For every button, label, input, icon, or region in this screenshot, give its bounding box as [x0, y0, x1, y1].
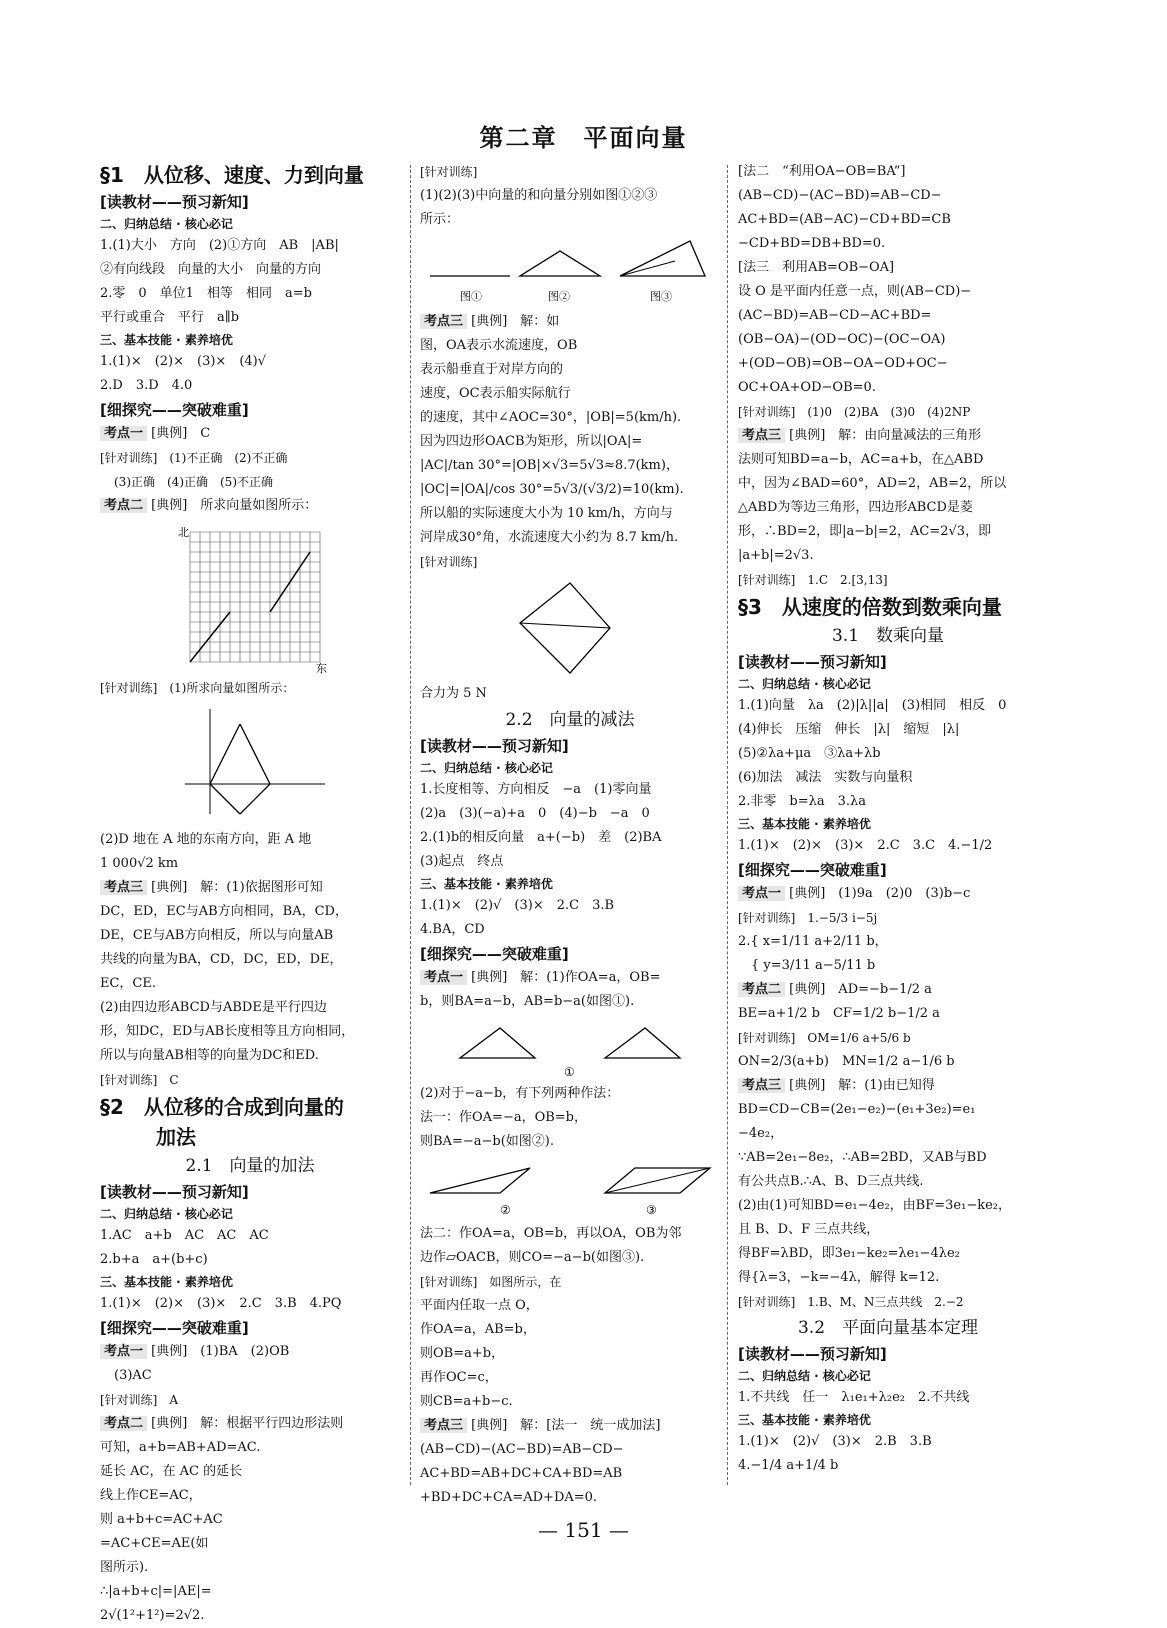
answer-line: =AC+CE=AE(如	[100, 1536, 209, 1551]
answer-line: (AC−BD)=AB−CD−AC+BD=	[738, 308, 932, 323]
topic-label: 考点二	[100, 1416, 147, 1431]
answer-line: 4.BA，CD	[420, 922, 485, 937]
answer-line: 作OA=a，AB=b，	[420, 1322, 536, 1337]
answer-line: AC+BD=AB+DC+CA+BD=AB	[420, 1466, 623, 1481]
section-header: [细探究——突破难重]	[420, 945, 569, 963]
answer-line: 2√(1²+1²)=2√2.	[100, 1608, 205, 1623]
answer-line: [法二 “利用OA−OB=BA”]	[738, 164, 906, 179]
answer-line: 得BF=λBD，即3e₁−ke₂=λe₁−4λe₂	[738, 1246, 960, 1261]
subsection-header: 三、基本技能 · 素养培优	[100, 333, 233, 347]
topic-label: 考点二	[738, 982, 785, 997]
answer-line: (4)伸长 压缩 伸长 |λ| 缩短 |λ|	[738, 722, 960, 737]
column-middle	[420, 160, 720, 1505]
answer-line	[420, 1414, 720, 1438]
answer-line: 则CB=a+b−c.	[420, 1394, 513, 1409]
answer-line: (2)对于−a−b，有下列两种作法：	[420, 1086, 620, 1101]
answer-line: 所示：	[420, 212, 460, 227]
answer-line: 边作▱OACB，则CO=−a−b(如图③).	[420, 1250, 645, 1265]
answer-line: BE=a+1/2 b CF=1/2 b−1/2 a	[738, 1006, 940, 1021]
answer-line: 河岸成30°角，水流速度大小约为 8.7 km/h.	[420, 530, 679, 545]
force-figure	[420, 578, 720, 678]
answer-line: 所以船的实际速度大小为 10 km/h，方向与	[420, 506, 673, 521]
answer-line: (3)起点 终点	[420, 854, 504, 869]
subtraction-figure-1	[420, 1018, 720, 1078]
answer-text: [典例] (1)9a (2)0 (3)b−c	[789, 886, 971, 901]
subsection-header: 二、归纳总结 · 核心必记	[420, 761, 553, 775]
answer-line: 再作OC=c，	[420, 1370, 498, 1385]
section-header: [读教材——预习新知]	[100, 1183, 249, 1201]
answer-line: [针对训练] (1)不正确 (2)不正确	[100, 451, 288, 465]
answer-line	[738, 882, 1038, 906]
answer-line: 平面内任取一点 O，	[420, 1298, 539, 1313]
answer-text: [典例] 解：(1)由已知得	[789, 1078, 935, 1093]
answer-line: −4e₂，	[738, 1126, 784, 1141]
answer-line: 图所示).	[100, 1560, 149, 1575]
answer-line: 则OB=a+b，	[420, 1346, 505, 1361]
answer-line: 形，知DC，ED与AB长度相等且方向相同，	[100, 1024, 355, 1039]
topic-label: 考点三	[738, 428, 785, 443]
answer-line: 形，∴BD=2，即|a−b|=2，AC=2√3，即	[738, 524, 992, 539]
answer-line: 有公共点B.∴A、B、D三点共线.	[738, 1174, 924, 1189]
answer-line: ∵AB=2e₁−8e₂，∴AB=2BD，又AB与BD	[738, 1150, 987, 1165]
answer-line: (3)AC	[114, 1368, 152, 1383]
vector-figure	[100, 704, 400, 824]
answer-line: (OB−OA)−(OD−OC)−(OC−OA)	[738, 332, 946, 347]
answer-line: 因为四边形OACB为矩形，所以|OA|=	[420, 434, 643, 449]
answer-line: 2.非零 b=λa 3.λa	[738, 794, 867, 809]
answer-line: 2.{ x=1/11 a+2/11 b，	[738, 934, 888, 949]
section-header: [读教材——预习新知]	[738, 653, 887, 671]
answer-line: 1.(1)× (2)√ (3)× 2.C 3.B	[420, 898, 615, 913]
topic-label: 考点三	[738, 1078, 785, 1093]
answer-line: 得{λ=3，−k=−4λ，解得 k=12.	[738, 1270, 940, 1285]
answer-line: 速度，OC表示船实际航行	[420, 386, 571, 401]
answer-line: OC+OA+OD−OB=0.	[738, 380, 876, 395]
answer-line: −CD+BD=DB+BD=0.	[738, 236, 886, 251]
answer-line: EC，CE.	[100, 976, 157, 991]
answer-line: 设 O 是平面内任意一点，则(AB−CD)−	[738, 284, 972, 299]
answer-line: { y=3/11 a−5/11 b	[738, 958, 876, 973]
answer-line: [针对训练] 如图所示，在	[420, 1275, 562, 1289]
answer-line: [针对训练] (1)所求向量如图所示：	[100, 681, 295, 695]
answer-line: 法一：作OA=−a，OB=b，	[420, 1110, 588, 1125]
answer-line: 1.(1)× (2)× (3)× 2.C 3.B 4.PQ	[100, 1296, 342, 1311]
answer-line: b，则BA=a−b，AB=b−a(如图①).	[420, 994, 635, 1009]
answer-line: |AC|/tan 30°=|OB|×√3=5√3≈8.7(km)，	[420, 458, 679, 473]
answer-line: 中，因为∠BAD=60°，AD=2，AB=2，所以	[738, 476, 1007, 491]
answer-line: (2)a (3)(−a)+a 0 (4)−b −a 0	[420, 806, 650, 821]
answer-line: 2.D 3.D 4.0	[100, 378, 193, 393]
section-header: [读教材——预习新知]	[420, 737, 569, 755]
subsection-header: 三、基本技能 · 素养培优	[738, 1413, 871, 1427]
answer-line: [针对训练]	[420, 165, 478, 179]
section-title: §1 从位移、速度、力到向量	[100, 163, 364, 187]
answer-line	[420, 966, 720, 990]
figure-label: ①	[564, 1065, 575, 1079]
answer-line: (2)D 地在 A 地的东南方向，距 A 地	[100, 832, 312, 847]
answer-line: 1.(1)大小 方向 (2)①方向 AB |AB|	[100, 238, 339, 253]
answer-line: 且 B、D、F 三点共线，	[738, 1222, 880, 1237]
answer-line: 合力为 5 N	[420, 686, 487, 701]
answer-text: [典例] 解：(1)依据图形可知	[151, 880, 323, 895]
answer-line: 则 a+b+c=AC+AC	[100, 1512, 223, 1527]
answer-line: △ABD为等边三角形，四边形ABCD是菱	[738, 500, 973, 515]
answer-line: (AB−CD)−(AC−BD)=AB−CD−	[420, 1442, 624, 1457]
section-header: [细探究——突破难重]	[100, 401, 249, 419]
answer-line: [针对训练] A	[100, 1393, 179, 1407]
section-title: 加法	[156, 1125, 196, 1149]
answer-line: DC，ED，EC与AB方向相同，BA，CD，	[100, 904, 348, 919]
page-number: — 151 —	[538, 1518, 629, 1542]
answer-line: +(OD−OB)=OB−OA−OD+OC−	[738, 356, 948, 371]
answer-line: 1.(1)× (2)√ (3)× 2.B 3.B	[738, 1434, 932, 1449]
figure-label: ②	[500, 1203, 511, 1217]
answer-line: 法则可知BD=a−b，AC=a+b，在△ABD	[738, 452, 984, 467]
answer-line: [针对训练] 1.C 2.[3,13]	[738, 573, 888, 587]
figure-label: 图③	[650, 290, 672, 303]
answer-line	[100, 876, 400, 900]
answer-line: ON=2/3(a+b) MN=1/2 a−1/6 b	[738, 1054, 955, 1069]
topic-label: 考点三	[420, 314, 467, 329]
answer-line: |a+b|=2√3.	[738, 548, 814, 563]
answer-line: (2)由四边形ABCD与ABDE是平行四边	[100, 1000, 327, 1015]
topic-label: 考点一	[100, 1344, 147, 1359]
subsection-header: 三、基本技能 · 素养培优	[100, 1275, 233, 1289]
section-header: [细探究——突破难重]	[100, 1319, 249, 1337]
answer-line: 法二：作OA=a，OB=b，再以OA，OB为邻	[420, 1226, 682, 1241]
answer-line	[100, 1340, 400, 1364]
answer-line	[100, 422, 400, 446]
subsection-header: 二、归纳总结 · 核心必记	[738, 677, 871, 691]
answer-line: 的速度，其中∠AOC=30°，|OB|=5(km/h).	[420, 410, 682, 425]
column-left	[100, 160, 400, 1623]
section-header: [读教材——预习新知]	[738, 1345, 887, 1363]
figure-label: 图①	[460, 290, 482, 303]
answer-line: AC+BD=(AB−AC)−CD+BD=CB	[738, 212, 951, 227]
subsection-title: 2.1 向量的加法	[185, 1156, 315, 1176]
answer-line: DE，CE与AB方向相反，所以与向量AB	[100, 928, 334, 943]
grid-figure	[100, 522, 400, 675]
answer-line: [针对训练] 1.B、M、N三点共线 2.−2	[738, 1295, 964, 1309]
subsection-header: 二、归纳总结 · 核心必记	[738, 1369, 871, 1383]
answer-text: [典例] AD=−b−1/2 a	[789, 982, 932, 997]
subsection-header: 三、基本技能 · 素养培优	[738, 817, 871, 831]
answer-line: (5)②λa+μa ③λa+λb	[738, 746, 881, 761]
column-divider	[410, 165, 411, 1485]
subtraction-figure-2	[420, 1158, 720, 1218]
answer-line: (6)加法 减法 实数与向量积	[738, 770, 913, 785]
answer-line: 2.b+a a+(b+c)	[100, 1252, 208, 1267]
answer-line	[100, 494, 400, 518]
answer-line	[420, 310, 720, 334]
answer-line	[100, 1412, 400, 1436]
topic-label: 考点三	[420, 1418, 467, 1433]
answer-line: 1.AC a+b AC AC AC	[100, 1228, 269, 1243]
answer-line: 2.(1)b的相反向量 a+(−b) 差 (2)BA	[420, 830, 662, 845]
sum-vector-figures	[420, 236, 720, 306]
answer-text: [典例] 解：(1)作OA=a，OB=	[471, 970, 661, 985]
answer-line: 延长 AC，在 AC 的延长	[100, 1464, 243, 1479]
answer-line: 共线的向量为BA，CD，DC，ED，DE，	[100, 952, 343, 967]
answer-line: +BD+DC+CA=AD+DA=0.	[420, 1490, 598, 1505]
answer-line: 则BA=−a−b(如图②).	[420, 1134, 554, 1149]
grid-north-label: 北	[178, 526, 189, 539]
figure-label: ③	[646, 1203, 657, 1217]
answer-line: 平行或重合 平行 a∥b	[100, 310, 240, 325]
answer-line: 1.不共线 任一 λ₁e₁+λ₂e₂ 2.不共线	[738, 1390, 970, 1405]
answer-line	[738, 424, 1038, 448]
answer-line: (2)由(1)可知BD=e₁−4e₂，由BF=3e₁−ke₂，	[738, 1198, 1011, 1213]
answer-line: (3)正确 (4)正确 (5)不正确	[114, 475, 273, 489]
answer-line: 所以与向量AB相等的向量为DC和ED.	[100, 1048, 319, 1063]
topic-label: 考点二	[100, 498, 147, 513]
column-right	[738, 160, 1038, 1500]
topic-label: 考点一	[100, 426, 147, 441]
column-divider	[727, 165, 728, 1485]
answer-line	[738, 978, 1038, 1002]
answer-line: [针对训练]	[420, 555, 478, 569]
answer-line: 1.(1)× (2)× (3)× (4)√	[100, 354, 267, 369]
grid-east-label: 东	[316, 662, 327, 675]
section-header: [细探究——突破难重]	[738, 861, 887, 879]
subsection-title: 3.1 数乘向量	[831, 626, 945, 646]
answer-text: [典例] 所求向量如图所示：	[151, 498, 318, 513]
answer-line: 1.(1)向量 λa (2)|λ||a| (3)相同 相反 0	[738, 698, 1007, 713]
answer-text: [典例] 解：如	[471, 314, 560, 329]
answer-line: 1.长度相等、方向相反 −a (1)零向量	[420, 782, 652, 797]
answer-line: 1.(1)× (2)× (3)× 2.C 3.C 4.−1/2	[738, 838, 993, 853]
topic-label: 考点三	[100, 880, 147, 895]
answer-line: [针对训练] C	[100, 1073, 179, 1087]
answer-text: [典例] 解：由向量减法的三角形	[789, 428, 982, 443]
answer-line: 表示船垂直于对岸方向的	[420, 362, 564, 377]
chapter-title: 第二章 平面向量	[479, 124, 688, 152]
answer-text: [典例] 解：[法一 统一成加法]	[471, 1418, 661, 1433]
answer-text: [典例] 解：根据平行四边形法则	[151, 1416, 344, 1431]
subsection-header: 二、归纳总结 · 核心必记	[100, 1207, 233, 1221]
subsection-title: 3.2 平面向量基本定理	[797, 1318, 979, 1338]
topic-label: 考点一	[420, 970, 467, 985]
section-header: [读教材——预习新知]	[100, 193, 249, 211]
answer-line: 可知，a+b=AB+AD=AC.	[100, 1440, 261, 1455]
answer-line: [法三 利用AB=OB−OA]	[738, 260, 895, 275]
answer-line: 2.零 0 单位1 相等 相同 a=b	[100, 286, 312, 301]
answer-text: [典例] (1)BA (2)OB	[151, 1344, 290, 1359]
subsection-header: 二、归纳总结 · 核心必记	[100, 217, 233, 231]
answer-line: 线上作CE=AC，	[100, 1488, 202, 1503]
answer-line: BD=CD−CB=(2e₁−e₂)−(e₁+3e₂)=e₁	[738, 1102, 976, 1117]
answer-text: [典例] C	[151, 426, 211, 441]
answer-line: (AB−CD)−(AC−BD)=AB−CD−	[738, 188, 942, 203]
answer-line: [针对训练] 1.−5/3 i−5j	[738, 911, 878, 925]
figure-label: 图②	[548, 290, 570, 303]
answer-line: ∴|a+b+c|=|AE|=	[100, 1584, 212, 1599]
answer-line: 图，OA表示水流速度，OB	[420, 338, 578, 353]
answer-line: ②有向线段 向量的大小 向量的方向	[100, 262, 322, 277]
topic-label: 考点一	[738, 886, 785, 901]
answer-line: [针对训练] (1)0 (2)BA (3)0 (4)2NP	[738, 405, 971, 419]
subsection-header: 三、基本技能 · 素养培优	[420, 877, 553, 891]
section-title: §2 从位移的合成到向量的	[100, 1095, 344, 1119]
answer-line: |OC|=|OA|/cos 30°=5√3/(√3/2)=10(km).	[420, 482, 684, 497]
answer-line: 1 000√2 km	[100, 856, 179, 871]
answer-line: (1)(2)(3)中向量的和向量分别如图①②③	[420, 188, 658, 203]
answer-line	[738, 1074, 1038, 1098]
answer-line: 4.−1/4 a+1/4 b	[738, 1458, 839, 1473]
subsection-title: 2.2 向量的减法	[505, 710, 635, 730]
section-title: §3 从速度的倍数到数乘向量	[738, 595, 1002, 619]
answer-line: [针对训练] OM=1/6 a+5/6 b	[738, 1031, 911, 1045]
